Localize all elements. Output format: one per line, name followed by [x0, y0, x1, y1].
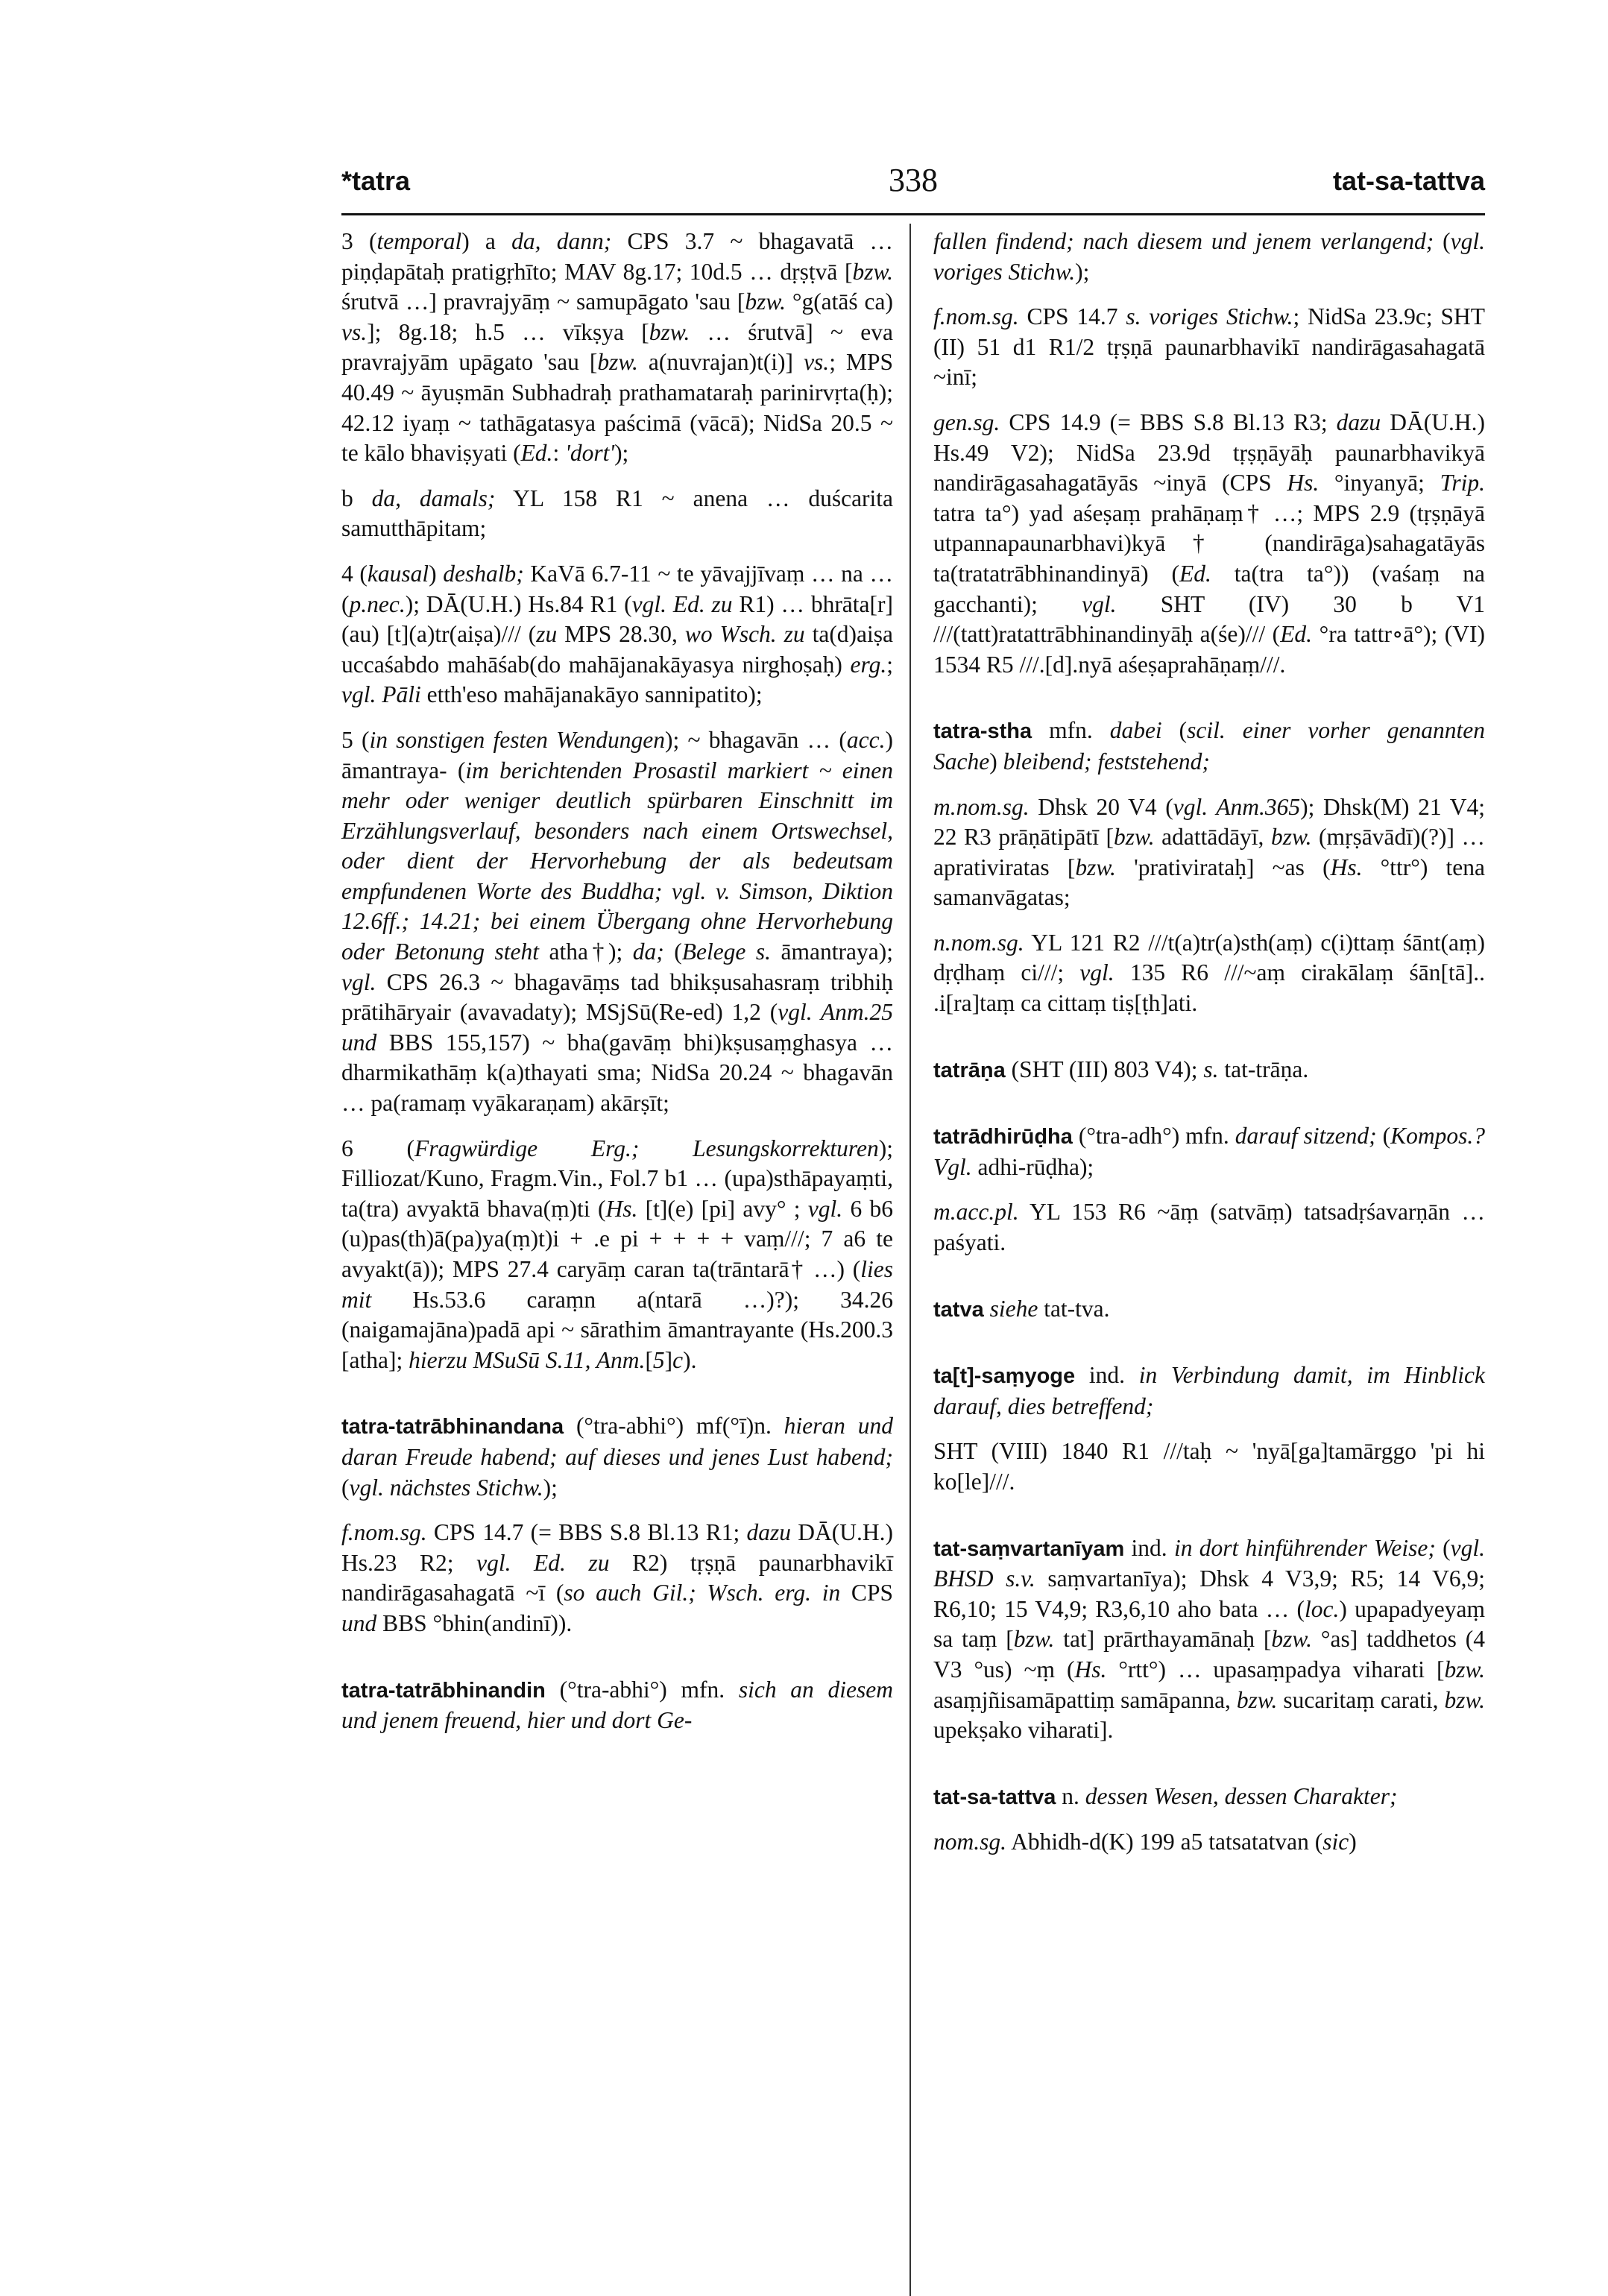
entry-paragraph-r5: m.nom.sg. Dhsk 20 V4 (vgl. Anm.365); Dhsk(M) 21 V4; 22 R3 prāṇātipātī [bzw. adattādāyī, bzw. (mṛṣāvādī)(?)] … aprativiratas [bzw. 'prativirataḥ] ~as (Hs. °ttr°) tena samanvāgatas; — [933, 793, 1485, 911]
entry-paragraph-r12: SHT (VIII) 1840 R1 ///taḥ ~ 'nyā[ga]tamārggo 'pi hi ko[le]///. — [933, 1438, 1485, 1495]
dictionary-entry-e_tatsamyoge: ta[t]-saṃyoge ind. in Verbindung damit, im Hinblick darauf, dies betreffend; — [933, 1362, 1485, 1419]
entry-paragraph-r6: n.nom.sg. YL 121 R2 ///t(a)tr(a)sth(aṃ) c(i)ttaṃ śānt(aṃ) dṛḍhaṃ ci///; vgl. 135 R6 ///~aṃ cirakālaṃ śān[tā].. .i[ra]taṃ ca cittaṃ tiṣ[ṭh]ati. — [933, 929, 1485, 1017]
dictionary-entry-e_tatratatrabhinandana: tatra-tatrābhinandana (°tra-abhi°) mf(°ī)n. hieran und daran Freude habend; auf dieses und jenes Lust habend; (vgl. nächstes Stichw.); — [341, 1413, 893, 1501]
page-number: 338 — [889, 162, 938, 198]
column-divider — [909, 224, 911, 2296]
left-column — [341, 227, 893, 1751]
header-rule — [341, 213, 1485, 215]
entry-paragraph-pb: b da, damals; YL 158 R1 ~ anena … duścarita samutthāpitam; — [341, 485, 894, 542]
entry-paragraph-r3: gen.sg. CPS 14.9 (= BBS S.8 Bl.13 R3; dazu DĀ(U.H.) Hs.49 V2); NidSa 23.9d tṛṣṇāyāḥ paunarbhavikyā nandirāgasahagatāyās ~inyā (CPS Hs. °inyanyā; Trip. tatra ta°) yad aśeṣaṃ prahāṇaṃ† …; MPS 2.9 (tṛṣṇāyā utpannapaunarbhavi)kyā† (nandirāga)sahagatāyās ta(tratatrābhinandinyā) (Ed. ta(tra ta°)) (vaśaṃ na gacchanti); vgl. SHT (IV) 30 b V1 ///(tatt)ratattrābhinandinyāḥ a(śe)/// (Ed. °ra tattr∘ā°); (VI) 1534 R5 ///.[d].nyā aśeṣaprahāṇaṃ///. — [933, 409, 1486, 678]
entry-paragraph-r1: fallen findend; nach diesem und jenem verlangend; (vgl. voriges Stichw.); — [933, 228, 1485, 285]
entry-paragraph-p3: 3 (temporal) a da, dann; CPS 3.7 ~ bhagavatā … piṇḍapātaḥ pratigṛhīto; MAV 8g.17; 10d.5 … dṛṣṭvā [bzw. śrutvā …] pravrajyāṃ ~ samupāgato 'sau [bzw. °g(atāś ca) vs.]; 8g.18; h.5 … vīkṣya [bzw. … śrutvā] ~ eva pravrajyām upāgato 'sau [bzw. a(nuvrajan)t(i)] vs.; MPS 40.49 ~ āyuṣmān Subhadraḥ prathamataraḥ parinirvṛta(ḥ); 42.12 iyaṃ ~ tathāgatasya paścimā (vācā); NidSa 20.5 ~ te kālo bhaviṣyati (Ed.: 'dort'); — [341, 228, 893, 467]
dictionary-entry-e_tatratatrabhinandana_b: f.nom.sg. CPS 14.7 (= BBS S.8 Bl.13 R1; dazu DĀ(U.H.) Hs.23 R2; vgl. Ed. zu R2) tṛṣṇā paunarbhavikī nandirāgasahagatā ~ī (so auch Gil.; Wsch. erg. in CPS und BBS °bhin(andinī)). — [341, 1519, 893, 1636]
entry-paragraph-r2: f.nom.sg. CPS 14.7 s. voriges Stichw.; NidSa 23.9c; SHT (II) 51 d1 R1/2 tṛṣṇā paunarbhavikī nandirāgasahagatā ~inī; — [933, 303, 1485, 391]
entry-paragraph-p6: 6 (Fragwürdige Erg.; Lesungskorrekturen); Filliozat/Kuno, Fragm.Vin., Fol.7 b1 … (upa)sthāpayaṃti, ta(tra) avyaktā bhava(ṃ)ti (Hs. [t](e) [pi] avy° ; vgl. 6 b6 (u)pas(th)ā(pa)ya(ṃ)t)i + .e pi + + + + vaṃ///; 7 a6 te avyakt(ā)); MPS 27.4 caryāṃ caran ta(trāntarā† …) (lies mit Hs.53.6 caraṃn a(ntarā …)?); 34.26 (naigamajāna)padā api ~ sārathim āmantrayante (Hs.200.3 [atha]; hierzu MSuSū S.11, Anm.[5]c). — [341, 1135, 894, 1373]
dictionary-entry-e_tatratatrabhinandin: tatra-tatrābhinandin (°tra-abhi°) mfn. sich an diesem und jenem freuend, hier und dort Ge- — [341, 1676, 893, 1734]
entry-paragraph-r9: m.acc.pl. YL 153 R6 ~āṃ (satvāṃ) tatsadṛśavarṇān … paśyati. — [933, 1199, 1485, 1256]
right-column — [933, 227, 1485, 1873]
dictionary-entry-e_tatrana: tatrāṇa (SHT (III) 803 V4); s. tat-trāṇa. — [933, 1056, 1309, 1082]
header-right-catchword: tat-sa-tattva — [1332, 165, 1485, 196]
entry-paragraph-p5: 5 (in sonstigen festen Wendungen); ~ bhagavān … (acc.) āmantraya- (im berichtenden Prosastil markiert ~ einen mehr oder weniger deutlich spürbaren Einschnitt im Erzählungsverlauf, besonders nach einem Ortswechsel, oder dient der Hervorhebung der als bedeutsam empfundenen Worte des Buddha; vgl. v. Simson, Diktion 12.6ff.; 14.21; bei einem Übergang ohne Hervorhebung oder Betonung steht atha†); da; (Belege s. āmantraya); vgl. CPS 26.3 ~ bhagavāṃs tad bhikṣusahasraṃ tribhiḥ prātihāryair (avavadaty); MSjSū(Re-ed) 1,2 (vgl. Anm.25 und BBS 155,157) ~ bha(gavāṃ bhi)kṣusaṃghasya … dharmikathāṃ k(a)thayati sma; NidSa 20.24 ~ bhagavān … pa(ramaṃ vyākaraṇam) akārṣīt; — [341, 726, 894, 1117]
entry-paragraph-r15: nom.sg. Abhidh-d(K) 199 a5 tatsatatvan (sic) — [933, 1829, 1357, 1855]
entry-paragraph-p4: 4 (kausal) deshalb; KaVā 6.7-11 ~ te yāvajjīvaṃ … na … (p.nec.); DĀ(U.H.) Hs.84 R1 (vgl. Ed. zu R1) … bhrāta[r](au) [t](a)tr(aiṣa)/// (zu MPS 28.30, wo Wsch. zu ta(d)aiṣa uccaśabdo mahāśab(do mahājanakāyasya nirghoṣaḥ) erg.; vgl. Pāli etth'eso mahājanakāyo sannipatito); — [341, 560, 894, 708]
dictionary-entry-e_tatrastha: tatra-stha mfn. dabei (scil. einer vorher genannten Sache) bleibend; feststehend; — [933, 717, 1485, 775]
dictionary-entry-e_tatsatattva: tat-sa-tattva n. dessen Wesen, dessen Charakter; — [933, 1782, 1398, 1809]
dictionary-entry-e_tatva: tatva siehe tat-tva. — [933, 1295, 1110, 1322]
header-left-catchword: *tatra — [341, 165, 411, 196]
page-header — [341, 162, 1485, 218]
dictionary-entry-e_tatsamvartaniyam: tat-saṃvartanīyam ind. in dort hinführender Weise; (vgl. BHSD s.v. saṃvartanīya); Dhsk 4 V3,9; R5; 14 V6,9; R6,10; 15 V4,9; R3,6,10 aho bata … (loc.) upapadyeyaṃ sa taṃ [bzw. tat] prārthayamānaḥ [bzw. °as] taddhetos (4 V3 °us) ~ṃ (Hs. °rtt°) … upasaṃpadya viharati [bzw. asaṃjñisamāpattiṃ samāpanna, bzw. sucaritaṃ carati, bzw. upekṣako viharati]. — [933, 1534, 1486, 1744]
dictionary-entry-e_tatradhirudha: tatrādhirūḍha (°tra-adh°) mfn. darauf sitzend; (Kompos.? Vgl. adhi-rūḍha); — [933, 1123, 1485, 1180]
